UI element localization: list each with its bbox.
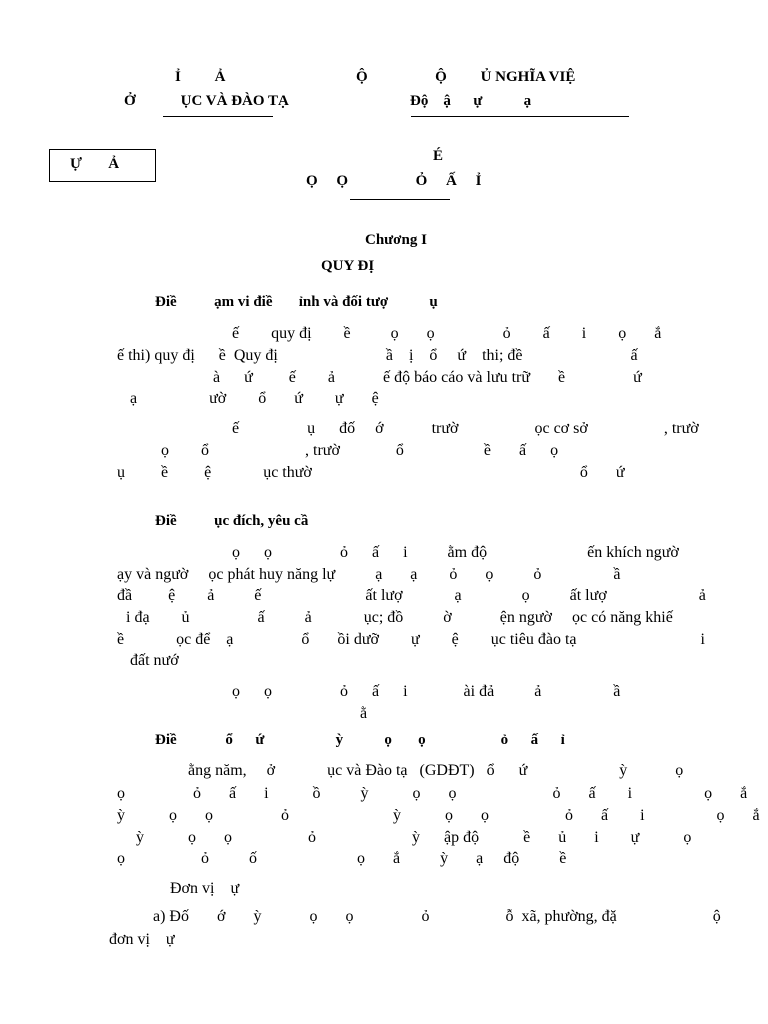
article-2-line: đất nướ (130, 652, 179, 669)
article-1-heading: Điề ạm vi điề ỉnh và đối tượ ụ (155, 294, 438, 310)
national-title: Ộ Ộ Ủ NGHĨA VIỆ (356, 69, 576, 85)
article-3-line: a) Đố ớ ỳ ọ ọ ỏ ỗ xã, phường, đặ ộ (153, 908, 721, 925)
article-3-line: đơn vị ự (109, 931, 175, 948)
motto-underline (411, 116, 629, 117)
doc-title-line2: Ọ Ọ Ỏ Ấ Ỉ (306, 173, 482, 189)
chapter-title: QUY ĐỊ (321, 258, 375, 274)
agency-name-line2: Ở ỤC VÀ ĐÀO TẠ (124, 93, 289, 109)
article-2-line: i đạ ủ ấ ả ục; đồ ờ ện ngườ ọc có năng khiế (126, 609, 673, 626)
article-1-line: ế ụ đố ớ trườ ọc cơ sở , trườ (232, 420, 699, 437)
article-2-line: ọ ọ ỏ ấ i ằm độ ến khích ngườ (232, 544, 679, 561)
article-3-line: ọ ỏ ấ i ồ ỳ ọ ọ ỏ ấ i ọ ắ (117, 785, 748, 802)
article-2-line: ằ (360, 705, 368, 722)
chapter-label: Chương I (365, 232, 427, 248)
national-motto: Độ ậ ự ạ (410, 93, 532, 109)
article-3-line: ỳ ọ ọ ỏ ỳ ọ ọ ỏ ấ i ọ ắ (117, 807, 760, 824)
article-1-line: à ứ ế ả ế độ báo cáo và lưu trữ ề ứ (213, 369, 642, 386)
article-3-line: ọ ỏ ố ọ ắ ỳ ạ độ ề (117, 850, 567, 867)
agency-name-line1: Ỉ Ả (175, 69, 226, 85)
article-1-line: ụ ề ệ ục thườ ổ ứ (117, 464, 625, 481)
article-2-heading: Điề ục đích, yêu cầ (155, 513, 309, 529)
article-2-line: ề ọc để ạ ổ ồi dưỡ ự ệ ục tiêu đào tạ i (117, 631, 705, 648)
article-2-line: ạy và ngườ ọc phát huy năng lự ạ ạ ỏ ọ ỏ ầ (117, 566, 621, 583)
article-3-heading: Điề ổ ứ ỳ ọ ọ ỏ ấ ỉ (155, 732, 565, 748)
draft-stamp-label: Ự Ả (70, 156, 120, 172)
article-3-line: ỳ ọ ọ ỏ ỳ ập độ ề ủ i ự ọ (136, 829, 692, 846)
article-1-line: ế thi) quy đị ề Quy đị ầ ị ổ ứ thi; đề ấ (117, 347, 638, 364)
article-3-line: ằng năm, ở ục và Đào tạ (GDĐT) ổ ứ ỳ ọ (188, 762, 684, 779)
title-underline (350, 199, 450, 200)
article-1-line: ạ ườ ổ ứ ự ệ (130, 390, 379, 407)
article-1-line: ế quy đị ề ọ ọ ỏ ấ i ọ ắ (232, 325, 662, 342)
article-2-line: đầ ệ ả ế ất lượ ạ ọ ất lượ ả (117, 587, 706, 604)
agency-underline (163, 116, 273, 117)
doc-title-line1: É (433, 148, 444, 164)
article-1-line: ọ ổ , trườ ổ ề ấ ọ (161, 442, 559, 459)
article-3-subheading: Đơn vị ự (170, 880, 240, 897)
article-2-line: ọ ọ ỏ ấ i ài đả ả ầ (232, 683, 621, 700)
